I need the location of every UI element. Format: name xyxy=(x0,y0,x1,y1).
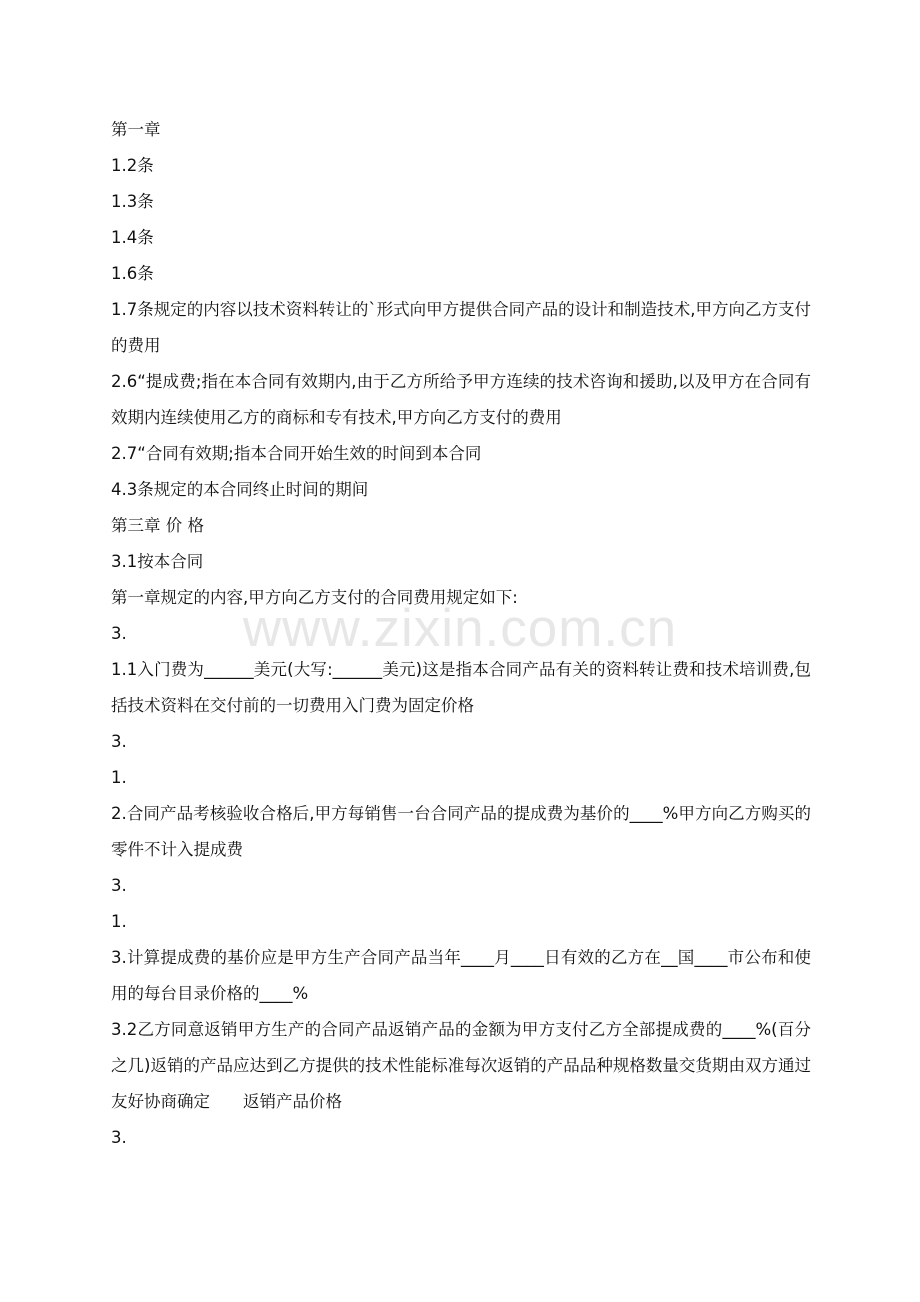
definition-paragraph: 2.6“提成费;指在本合同有效期内,由于乙方所给予甲方连续的技术咨询和援助,以及甲方在合同有效期内连续使用乙方的商标和专有技术,甲方向乙方支付的费用 xyxy=(111,372,811,427)
clause-number: 1. xyxy=(111,768,127,787)
clause-paragraph: 1.1入门费为______美元(大写:______美元)这是指本合同产品有关的资料转让费和技术培训费,包括技术资料在交付前的一切费用入门费为固定价格 xyxy=(111,660,811,715)
clause-reference: 1.2条 xyxy=(111,156,154,175)
clause-paragraph: 3.1按本合同 xyxy=(111,552,204,571)
clause-number: 3. xyxy=(111,1128,127,1147)
chapter-heading: 第三章 价 格 xyxy=(111,516,204,535)
clause-paragraph: 3.计算提成费的基价应是甲方生产合同产品当年____月____日有效的乙方在__国____市公布和使用的每台目录价格的____% xyxy=(111,948,811,1003)
clause-number: 3. xyxy=(111,876,127,895)
clause-paragraph: 2.合同产品考核验收合格后,甲方每销售一台合同产品的提成费为基价的____%甲方向乙方购买的零件不计入提成费 xyxy=(111,804,811,859)
clause-paragraph: 4.3条规定的本合同终止时间的期间 xyxy=(111,480,369,499)
clause-reference: 1.4条 xyxy=(111,228,154,247)
clause-paragraph: 第一章规定的内容,甲方向乙方支付的合同费用规定如下: xyxy=(111,588,518,607)
clause-paragraph: 1.7条规定的内容以技术资料转让的`形式向甲方提供合同产品的设计和制造技术,甲方向乙方支付的费用 xyxy=(111,300,811,355)
clause-reference: 1.6条 xyxy=(111,264,154,283)
clause-number: 3. xyxy=(111,624,127,643)
clause-reference: 1.3条 xyxy=(111,192,154,211)
clause-number: 1. xyxy=(111,912,127,931)
clause-paragraph: 3.2乙方同意返销甲方生产的合同产品返销产品的金额为甲方支付乙方全部提成费的____%(百分之几)返销的产品应达到乙方提供的技术性能标准每次返销的产品品种规格数量交货期由双方通过友好协商确定 返销产品价格 xyxy=(111,1020,811,1111)
chapter-heading: 第一章 xyxy=(111,120,161,139)
clause-number: 3. xyxy=(111,732,127,751)
definition-paragraph: 2.7“合同有效期;指本合同开始生效的时间到本合同 xyxy=(111,444,482,463)
watermark: www.zixin.com.cn xyxy=(242,599,678,658)
document-body xyxy=(111,112,811,1156)
